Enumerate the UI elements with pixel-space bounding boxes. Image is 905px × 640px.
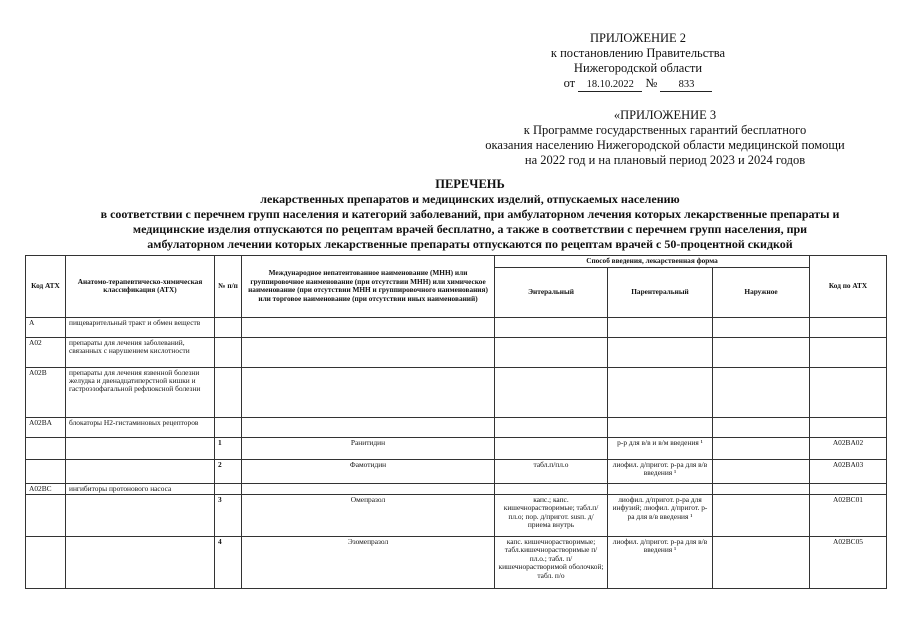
cell-num [215,367,242,417]
cell-parenteral: лиофил. д/пригот. р-ра для в/в введения ¹ [608,537,713,589]
header-route: Способ введения, лекарственная форма [495,256,810,268]
cell-code-2: A02BC05 [810,537,887,589]
cell-code-2: A02BC01 [810,495,887,537]
cell-num: 2 [215,459,242,483]
cell-num: 3 [215,495,242,537]
list-title-line-2: в соответствии с перечнем групп населения и категорий заболеваний, при амбулаторном лечения которых лекарственные препараты и [100,207,840,221]
cell-inn: Омепразол [242,495,495,537]
cell-enteral [495,483,608,494]
cell-class: препараты для лечения язвенной болезни желудка и двенадцатиперстной кишки и гастроэзофагальной рефлюксной болезни [66,367,215,417]
cell-parenteral [608,317,713,337]
number-prefix: № [645,76,658,90]
cell-enteral: табл.п/пл.о [495,459,608,483]
cell-num: 1 [215,437,242,459]
appendix-line-2: Нижегородской области [573,61,703,75]
drug-list-table [25,255,887,589]
cell-inn [242,337,495,367]
list-heading: ПЕРЕЧЕНЬ [435,177,505,191]
cell-inn: Эзомепразол [242,537,495,589]
cell-enteral [495,437,608,459]
cell-num [215,417,242,437]
appendix3-header [430,108,900,168]
date-prefix: от [563,76,576,90]
cell-code [26,437,66,459]
cell-enteral: капс. кишечнорастворимые; табл.кишечнорастворимые п/пл.о.; табл. п/кишечнорастворимой оболочкой; табл. п/о [495,537,608,589]
cell-parenteral: лиофил. д/пригот. р-ра для инфузий; лиофил. д/пригот. р-ра для в/в введения ¹ [608,495,713,537]
cell-external [713,337,810,367]
cell-class: препараты для лечения заболеваний, связанных с нарушением кислотности [66,337,215,367]
cell-external [713,417,810,437]
cell-inn [242,367,495,417]
table-row [26,317,887,337]
decree-date: 18.10.2022 [578,79,642,92]
appendix3-line-1: к Программе государственных гарантий бесплатного [523,123,807,137]
appendix3-line-3: на 2022 год и на плановый период 2023 и 2024 годов [524,153,806,167]
list-title-line-1: лекарственных препаратов и медицинских изделий, отпускаемых населению [260,192,680,206]
cell-external [713,317,810,337]
cell-inn: Фамотидин [242,459,495,483]
cell-external [713,483,810,494]
cell-inn [242,317,495,337]
cell-code-2: A02BA03 [810,459,887,483]
cell-code: A [26,317,66,337]
header-num: № п/п [215,256,242,318]
decree-number: 833 [660,79,712,92]
cell-class: блокаторы Н2-гистаминовых рецепторов [66,417,215,437]
cell-code: A02BC [26,483,66,494]
cell-code-2 [810,317,887,337]
header-atc-code-2: Код по АТХ [810,256,887,318]
cell-external [713,495,810,537]
table-row [26,437,887,459]
appendix-line-1: к постановлению Правительства [550,46,726,60]
cell-enteral [495,367,608,417]
cell-code-2 [810,483,887,494]
list-title [40,177,900,252]
cell-class: пищеварительный тракт и обмен веществ [66,317,215,337]
header-inn: Международное непатентованное наименование (МНН) или группировочное наименование (при отсутствии МНН) или химическое наименование (при отсутствии МНН и группировочного наименования) или торговое наименование (при отсутствии иных наименований) [242,256,495,318]
cell-code-2: A02BA02 [810,437,887,459]
cell-class [66,459,215,483]
table-row [26,417,887,437]
cell-enteral [495,417,608,437]
table-row [26,537,887,589]
cell-code-2 [810,367,887,417]
appendix3-line-2: оказания населению Нижегородской области медицинской помощи [485,138,845,152]
cell-num: 4 [215,537,242,589]
table-row [26,459,887,483]
cell-num [215,337,242,367]
table-row [26,367,887,417]
cell-code: A02B [26,367,66,417]
cell-code-2 [810,417,887,437]
cell-code: A02 [26,337,66,367]
cell-code-2 [810,337,887,367]
header-atc-code: Код АТХ [26,256,66,318]
cell-parenteral [608,483,713,494]
cell-class [66,495,215,537]
cell-parenteral [608,367,713,417]
cell-inn [242,417,495,437]
cell-parenteral [608,337,713,367]
cell-parenteral: лиофил. д/пригот. р-ра для в/в введения ¹ [608,459,713,483]
appendix-title: ПРИЛОЖЕНИЕ 2 [589,31,687,45]
cell-class [66,537,215,589]
list-title-line-3: медицинские изделия отпускаются по рецептам врачей бесплатно, а также в соответствии с перечнем групп населения, при [132,222,808,236]
table-row [26,483,887,494]
cell-inn [242,483,495,494]
cell-class: ингибиторы протонового насоса [66,483,215,494]
cell-enteral [495,337,608,367]
cell-enteral: капс.; капс. кишечнорастворимые; табл.п/пл.о; пор. д/пригот. susп. д/приема внутрь [495,495,608,537]
cell-class [66,437,215,459]
header-atc-class: Анатомо-терапевтическо-химическая классификация (АТХ) [66,256,215,318]
header-enteral: Энтеральный [495,267,608,317]
cell-num [215,483,242,494]
appendix-header [520,31,756,92]
cell-external [713,537,810,589]
cell-external [713,437,810,459]
cell-enteral [495,317,608,337]
cell-code [26,537,66,589]
table-row [26,495,887,537]
list-title-line-4: амбулаторном лечении которых лекарственные препараты отпускаются по рецептам врачей с 50-процентной скидкой [147,237,793,251]
cell-inn: Ранитидин [242,437,495,459]
cell-parenteral: р-р для в/в и в/м введения ¹ [608,437,713,459]
cell-parenteral [608,417,713,437]
cell-num [215,317,242,337]
cell-code [26,459,66,483]
appendix3-title: «ПРИЛОЖЕНИЕ 3 [613,108,717,122]
cell-code [26,495,66,537]
table-row [26,337,887,367]
header-parenteral: Парентеральный [608,267,713,317]
header-external: Наружное [713,267,810,317]
cell-external [713,367,810,417]
cell-external [713,459,810,483]
appendix-date-line [520,76,756,92]
cell-code: A02BA [26,417,66,437]
